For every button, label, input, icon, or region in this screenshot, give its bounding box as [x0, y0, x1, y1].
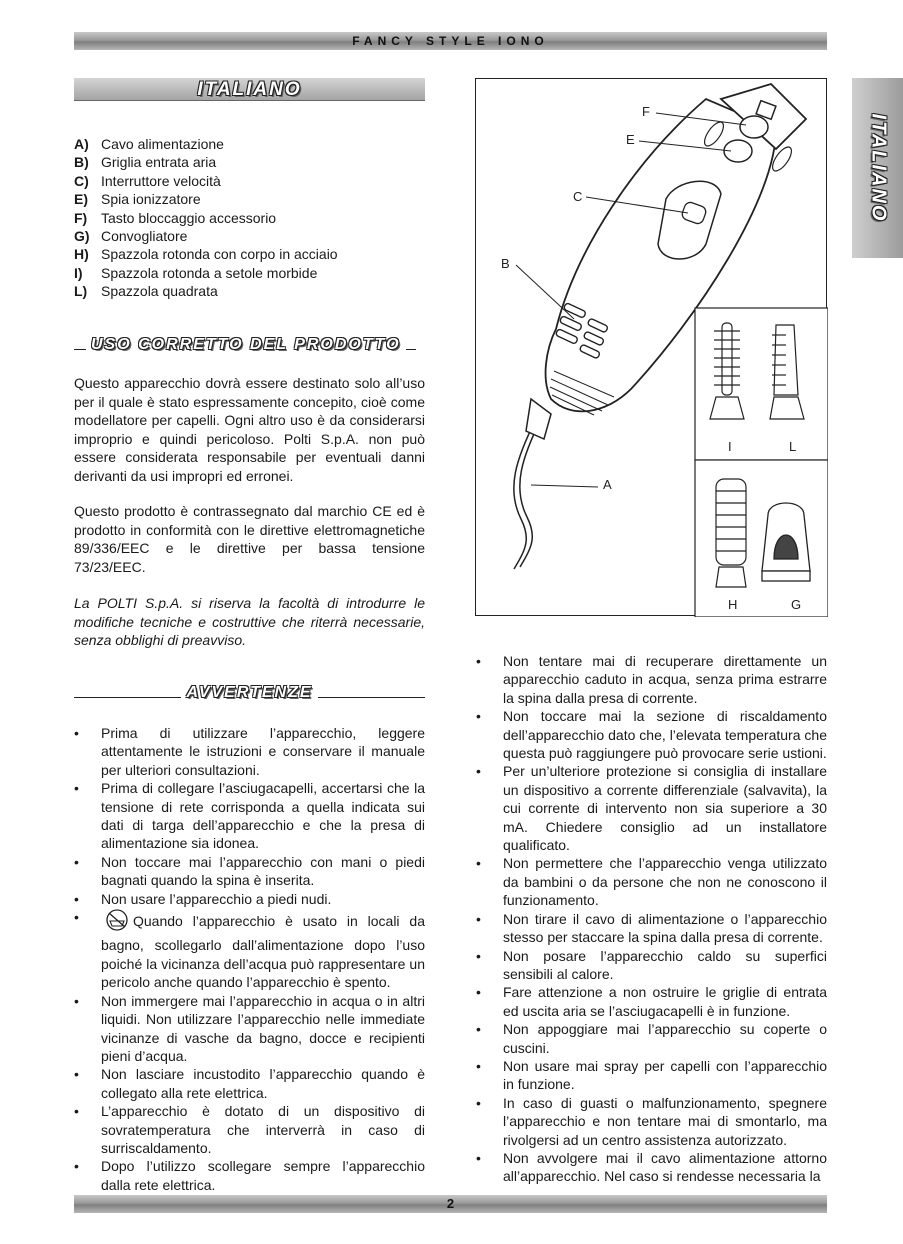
part-label: Spazzola rotonda a setole morbide	[101, 264, 318, 281]
warning-item	[74, 779, 425, 853]
label-e: E	[626, 132, 635, 147]
hair-styler-illustration	[476, 79, 828, 617]
warning-item	[476, 947, 827, 984]
warning-text: Dopo l’utilizzo scollegare sempre l’apparecchio dalla rete elettrica.	[101, 1158, 425, 1193]
warning-text: Per un’ulteriore protezione si consiglia di installare un dispositivo a corrente differenziale (salvavita), la cui corrente di intervento non sia superiore a 30 mA. Chiedere consiglio ad un installatore qualificato.	[503, 763, 827, 854]
part-label: Convogliatore	[101, 228, 188, 245]
warning-text: Prima di collegare l’asciugacapelli, accertarsi che la tensione di rete corrisponda a quella indicata sui dati di targa dell’apparecchio e che la presa di alimentazione sia idonea.	[101, 780, 425, 852]
part-item	[74, 153, 425, 171]
warning-text: Non toccare mai l’apparecchio con mani o piedi bagnati quando la spina è inserita.	[101, 853, 425, 889]
warning-item	[74, 853, 425, 890]
uso-paragraph-3: La POLTI S.p.A. si riserva la facoltà di introdurre le modifiche tecniche e costruttive che riterrà necessarie, senza obblighi di preavviso.	[74, 595, 425, 649]
label-g: G	[791, 597, 802, 612]
part-key: I)	[74, 264, 83, 281]
part-key: L)	[74, 283, 88, 300]
uso-heading-text: USO CORRETTO DEL PRODOTTO	[91, 336, 401, 353]
part-label: Tasto bloccaggio accessorio	[101, 209, 277, 226]
warning-item	[476, 910, 827, 947]
part-item	[74, 245, 425, 263]
label-l: L	[789, 439, 797, 454]
part-key: C)	[74, 172, 89, 189]
warning-item	[74, 992, 425, 1066]
heading-rule	[74, 697, 181, 698]
warning-text: Non appoggiare mai l’apparecchio su coperte o cuscini.	[503, 1021, 827, 1056]
avvertenze-heading	[74, 684, 425, 702]
warnings-list-right	[476, 652, 827, 1186]
warning-item	[476, 854, 827, 909]
warning-text: Non lasciare incustodito l’apparecchio quando è collegato alla rete elettrica.	[101, 1066, 425, 1101]
part-key: F)	[74, 209, 88, 226]
uso-paragraph-2: Questo prodotto è contrassegnato dal marchio CE ed è prodotto in conformità con le direttive elettromagnetiche 89/336/EEC e le direttive per bassa tensione 73/23/EEC.	[74, 503, 425, 575]
part-item	[74, 190, 425, 208]
warning-text: L’apparecchio è dotato di un dispositivo di sovratemperatura che interverrà in caso di surriscaldamento.	[101, 1103, 425, 1156]
part-label: Spazzola rotonda con corpo in acciaio	[101, 246, 338, 263]
warning-item	[476, 1057, 827, 1094]
part-label: Spia ionizzatore	[101, 191, 201, 208]
header-band	[74, 32, 827, 50]
cord-strain-relief	[526, 399, 551, 439]
language-section-bar	[74, 78, 425, 101]
no-bath-icon	[103, 908, 131, 936]
warning-item	[476, 983, 827, 1020]
warning-item	[74, 1065, 425, 1102]
uso-heading	[74, 336, 425, 354]
power-cord	[514, 419, 536, 569]
part-key: G)	[74, 228, 90, 245]
warning-text: In caso di guasti o malfunzionamento, spegnere l’apparecchio e non tentare mai di smontarlo, ma rivolgersi ad un centro assistenza autorizzato.	[503, 1094, 827, 1148]
warning-item	[476, 1094, 827, 1149]
part-label: Griglia entrata aria	[101, 154, 217, 171]
warning-text: Quando l’apparecchio è usato in locali da bagno, scollegarlo dall’alimentazione dopo l’uso poiché la vicinanza dell’acqua può rappresentare un pericolo anche quando l’apparecchio è spento.	[101, 912, 425, 991]
warning-item	[74, 890, 425, 908]
avvertenze-heading-text: AVVERTENZE	[186, 684, 313, 701]
label-a: A	[603, 477, 612, 492]
part-label: Cavo alimentazione	[101, 136, 224, 152]
warning-text: Non tirare il cavo di alimentazione o l’apparecchio stesso per staccare la spina dalla presa di corrente.	[503, 910, 827, 946]
warning-item	[476, 652, 827, 707]
page-number: 2	[446, 1196, 455, 1211]
part-label: Interruttore velocità	[101, 172, 221, 189]
part-key: E)	[74, 191, 88, 208]
side-tab-title: ITALIANO	[867, 113, 889, 223]
label-f: F	[642, 104, 650, 119]
warning-item	[476, 707, 827, 762]
warning-item	[476, 762, 827, 854]
concentrator-nozzle	[762, 503, 810, 581]
part-item	[74, 172, 425, 190]
part-item	[74, 227, 425, 245]
part-item	[74, 135, 425, 153]
label-b: B	[501, 256, 510, 271]
part-item	[74, 282, 425, 300]
heading-rule	[318, 697, 425, 698]
uso-paragraph-1: Questo apparecchio dovrà essere destinato solo all’uso per il quale è stato espressamente concepito, cioè come modellatore per capelli. Ogni altro uso è da considerarsi improprio e quindi pericoloso. Polti S.p.A. non può essere considerata responsabile per eventuali danni derivanti da usi impropri ed erronei.	[74, 375, 425, 484]
heading-rule	[406, 349, 416, 350]
document-title: FANCY STYLE IONO	[352, 34, 549, 48]
part-key: H)	[74, 246, 89, 263]
warning-item	[74, 724, 425, 779]
warning-text: Fare attenzione a non ostruire le griglie di entrata ed uscita aria se l’asciugacapelli è in funzione.	[503, 984, 827, 1019]
warning-text: Non immergere mai l’apparecchio in acqua o in altri liquidi. Non utilizzare l’apparecchio nelle immediate vicinanze di vasche da bagno, docce e recipienti pieni d’acqua.	[101, 992, 425, 1064]
part-item	[74, 209, 425, 227]
part-key: B)	[74, 154, 89, 171]
warning-item	[74, 1102, 425, 1157]
footer-band	[74, 1195, 827, 1213]
part-key: A)	[74, 136, 89, 152]
warning-text: Non permettere che l’apparecchio venga utilizzato da bambini o da persone che non ne conoscono il funzionamento.	[503, 855, 827, 909]
warning-text: Non toccare mai la sezione di riscaldamento dell’apparecchio dato che, l’elevata temperatura che questa può raggiungere può provocare serie ustioni.	[503, 708, 827, 762]
lock-button	[740, 116, 768, 138]
warning-text: Non usare l’apparecchio a piedi nudi.	[101, 890, 332, 907]
label-i: I	[728, 439, 732, 454]
parts-list	[74, 135, 425, 301]
warning-item	[476, 1020, 827, 1057]
section-title: ITALIANO	[197, 79, 302, 100]
steel-round-brush	[716, 479, 746, 587]
warnings-list-left	[74, 724, 425, 1194]
language-side-tab	[852, 78, 903, 258]
warning-text: Prima di utilizzare l’apparecchio, leggere attentamente le istruzioni e conservare il manuale per ulteriori consultazioni.	[101, 725, 425, 778]
warning-item	[476, 1149, 827, 1186]
warning-text: Non usare mai spray per capelli con l’apparecchio in funzione.	[503, 1057, 827, 1093]
warning-item	[74, 1157, 425, 1194]
label-c: C	[573, 189, 583, 204]
part-label: Spazzola quadrata	[101, 283, 218, 300]
accessories-box-bottom	[695, 460, 828, 617]
warning-text: Non avvolgere mai il cavo alimentazione attorno all’apparecchio. Nel caso si rendesse necessaria la	[503, 1149, 827, 1185]
warning-item	[74, 908, 425, 992]
product-figure	[475, 78, 827, 616]
warning-text: Non posare l’apparecchio caldo su superfici sensibili al calore.	[503, 947, 827, 982]
power-cord-edge	[520, 417, 542, 567]
warning-text: Non tentare mai di recuperare direttamente un apparecchio caduto in acqua, senza prima estrarre la spina dalla presa di corrente.	[503, 653, 827, 706]
heading-rule	[74, 349, 86, 350]
part-item	[74, 264, 425, 282]
label-h: H	[728, 597, 738, 612]
